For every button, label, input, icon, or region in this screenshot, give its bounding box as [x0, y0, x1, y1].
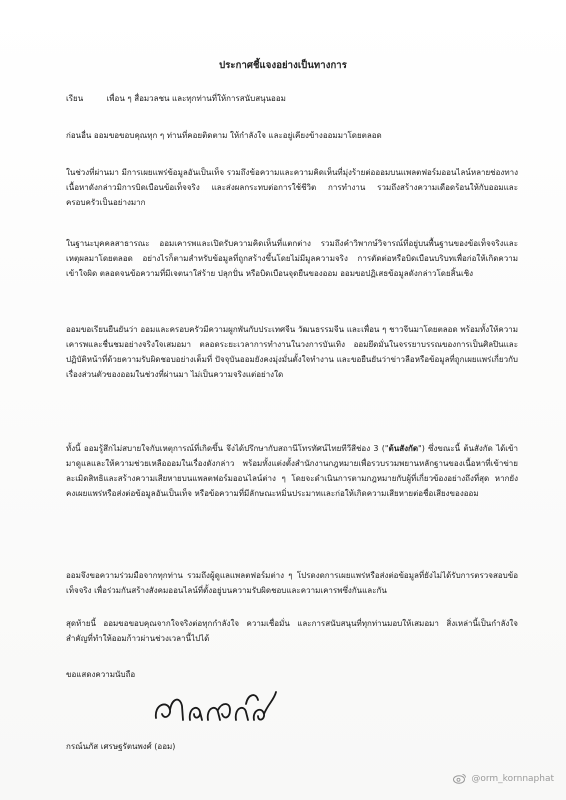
salutation — [66, 91, 518, 106]
paragraph-5 — [66, 441, 518, 501]
document-title: ประกาศชี้แจงอย่างเป็นทางการ — [219, 60, 347, 71]
signer-name: กรณ์นภัส เศรษฐรัตนพงศ์ (ออม) — [66, 742, 176, 751]
paragraph-2: ในช่วงที่ผ่านมา มีการเผยแพร่ข้อมูลอันเป็นเท็จ รวมถึงข้อความและความคิดเห็นที่มุ่งร้ายต่อออมบนแพลตฟอร์มออนไลน์หลายช่องทาง เนื้อหาดังกล่าวมิการบิดเบือนข้อเท็จจริง และส่งผลกระทบต่อการใช้ชีวิต การทำงาน รวมถึงสร้างความเดือดร้อนให้กับออมและครอบครัวเป็นอย่างมาก — [66, 168, 518, 207]
paragraph-1: ก่อนอื่น ออมขอขอบคุณทุก ๆ ท่านที่คอยติดตาม ให้กำลังใจ และอยู่เคียงข้างออมมาโดยตลอด — [66, 131, 382, 140]
closing-text: ขอแสดงความนับถือ — [66, 670, 136, 679]
weibo-icon — [453, 773, 467, 784]
salutation-text: เพื่อน ๆ สื่อมวลชน และทุกท่านที่ให้การสนับสนุนออม — [106, 94, 286, 103]
paragraph-5-part-1: ทั้งนี้ ออมรู้สึกไม่สบายใจกับเหตุการณ์ที่เกิดขึ้น จึงได้ปรึกษากับสถานีโทรทัศน์ไทยทีวีสีช่อง 3 (" — [66, 444, 389, 453]
paragraph-6: ออมจึงขอความร่วมมือจากทุกท่าน รวมถึงผู้ดูแลแพลตฟอร์มต่าง ๆ โปรดงดการเผยแพร่หรือส่งต่อข้อมูลที่ยังไม่ได้รับการตรวจสอบข้อเท็จจริง เพื่อร่วมกันสร้างสังคมออนไลน์ที่ตั้งอยู่บนความรับผิดชอบและความเคารพซึ่งกันและกัน — [66, 571, 518, 595]
watermark-text: @orm_kornnaphat — [471, 773, 554, 784]
watermark — [453, 773, 554, 784]
paragraph-3: ในฐานะบุคคลสาธารณะ ออมเคารพและเปิดรับความคิดเห็นที่แตกต่าง รวมถึงคำวิพากษ์วิจารณ์ที่อยู่บนพื้นฐานของข้อเท็จจริงและเหตุผลมาโดยตลอด อย่างไรก็ตามสำหรับข้อมูลที่ถูกสร้างขึ้นโดยไม่มีมูลความจริง การตัดต่อหรือบิดเบือนบริบทเพื่อก่อให้เกิดความเข้าใจผิด ตลอดจนข้อความที่มีเจตนาใส่ร้าย ปลุกปั่น หรือบิดเบือนจุดยืนของออม ออมขอปฏิเสธข้อมูลดังกล่าวโดยสิ้นเชิง — [66, 239, 518, 278]
salutation-label: เรียน — [66, 94, 84, 103]
paragraph-5-part-2: ") ซึ่งขณะนี้ ต้นสังกัด ได้เข้ามาดูแลและให้ความช่วยเหลือออมในเรื่องดังกล่าว พร้อมทั้งแต่งตั้งสำนักงานกฎหมายเพื่อรวบรวมพยานหลักฐานของเนื้อหาที่เข้าข่ายละเมิดสิทธิและสร้างความเสียหายบนแพลตฟอร์มออนไลน์ต่าง ๆ โดยจะดำเนินการตามกฎหมายกับผู้ที่เกี่ยวข้องอย่างถึงที่สุด หากยังคงเผยแพร่หรือส่งต่อข้อมูลอันเป็นเท็จ หรือข้อความที่มีลักษณะหมิ่นประมาทและก่อให้เกิดความเสียหายต่อชื่อเสียงของออม — [66, 444, 518, 498]
paragraph-5-bold: ต้นสังกัด — [388, 444, 419, 453]
paragraph-4: ออมขอเรียนยืนยันว่า ออมและครอบครัวมีความผูกพันกับประเทศจีน วัฒนธรรมจีน และเพื่อน ๆ ชาวจีนมาโดยตลอด พร้อมทั้งให้ความเคารพและชื่นชมอย่างจริงใจเสมอมา ตลอดระยะเวลาการทำงานในวงการบันเทิง ออมยึดมั่นในจรรยาบรรณของการเป็นศิลปินและปฏิบัติหน้าที่ด้วยความรับผิดชอบอย่างเต็มที่ ปัจจุบันออมยังคงมุ่งมั่นตั้งใจทำงาน และขอยืนยันว่าข่าวลือหรือข้อมูลที่ถูกเผยแพร่เกี่ยวกับเรื่องส่วนตัวของออมในช่วงที่ผ่านมา ไม่เป็นความจริงแต่อย่างใด — [66, 325, 518, 379]
paragraph-7: สุดท้ายนี้ ออมขอขอบคุณจากใจจริงต่อทุกกำลังใจ ความเชื่อมั่น และการสนับสนุนที่ทุกท่านมอบให้เสมอมา สิ่งเหล่านี้เป็นกำลังใจสำคัญที่ทำให้ออมก้าวผ่านช่วงเวลานี้ไปได้ — [66, 619, 518, 643]
handwritten-signature — [150, 680, 280, 730]
